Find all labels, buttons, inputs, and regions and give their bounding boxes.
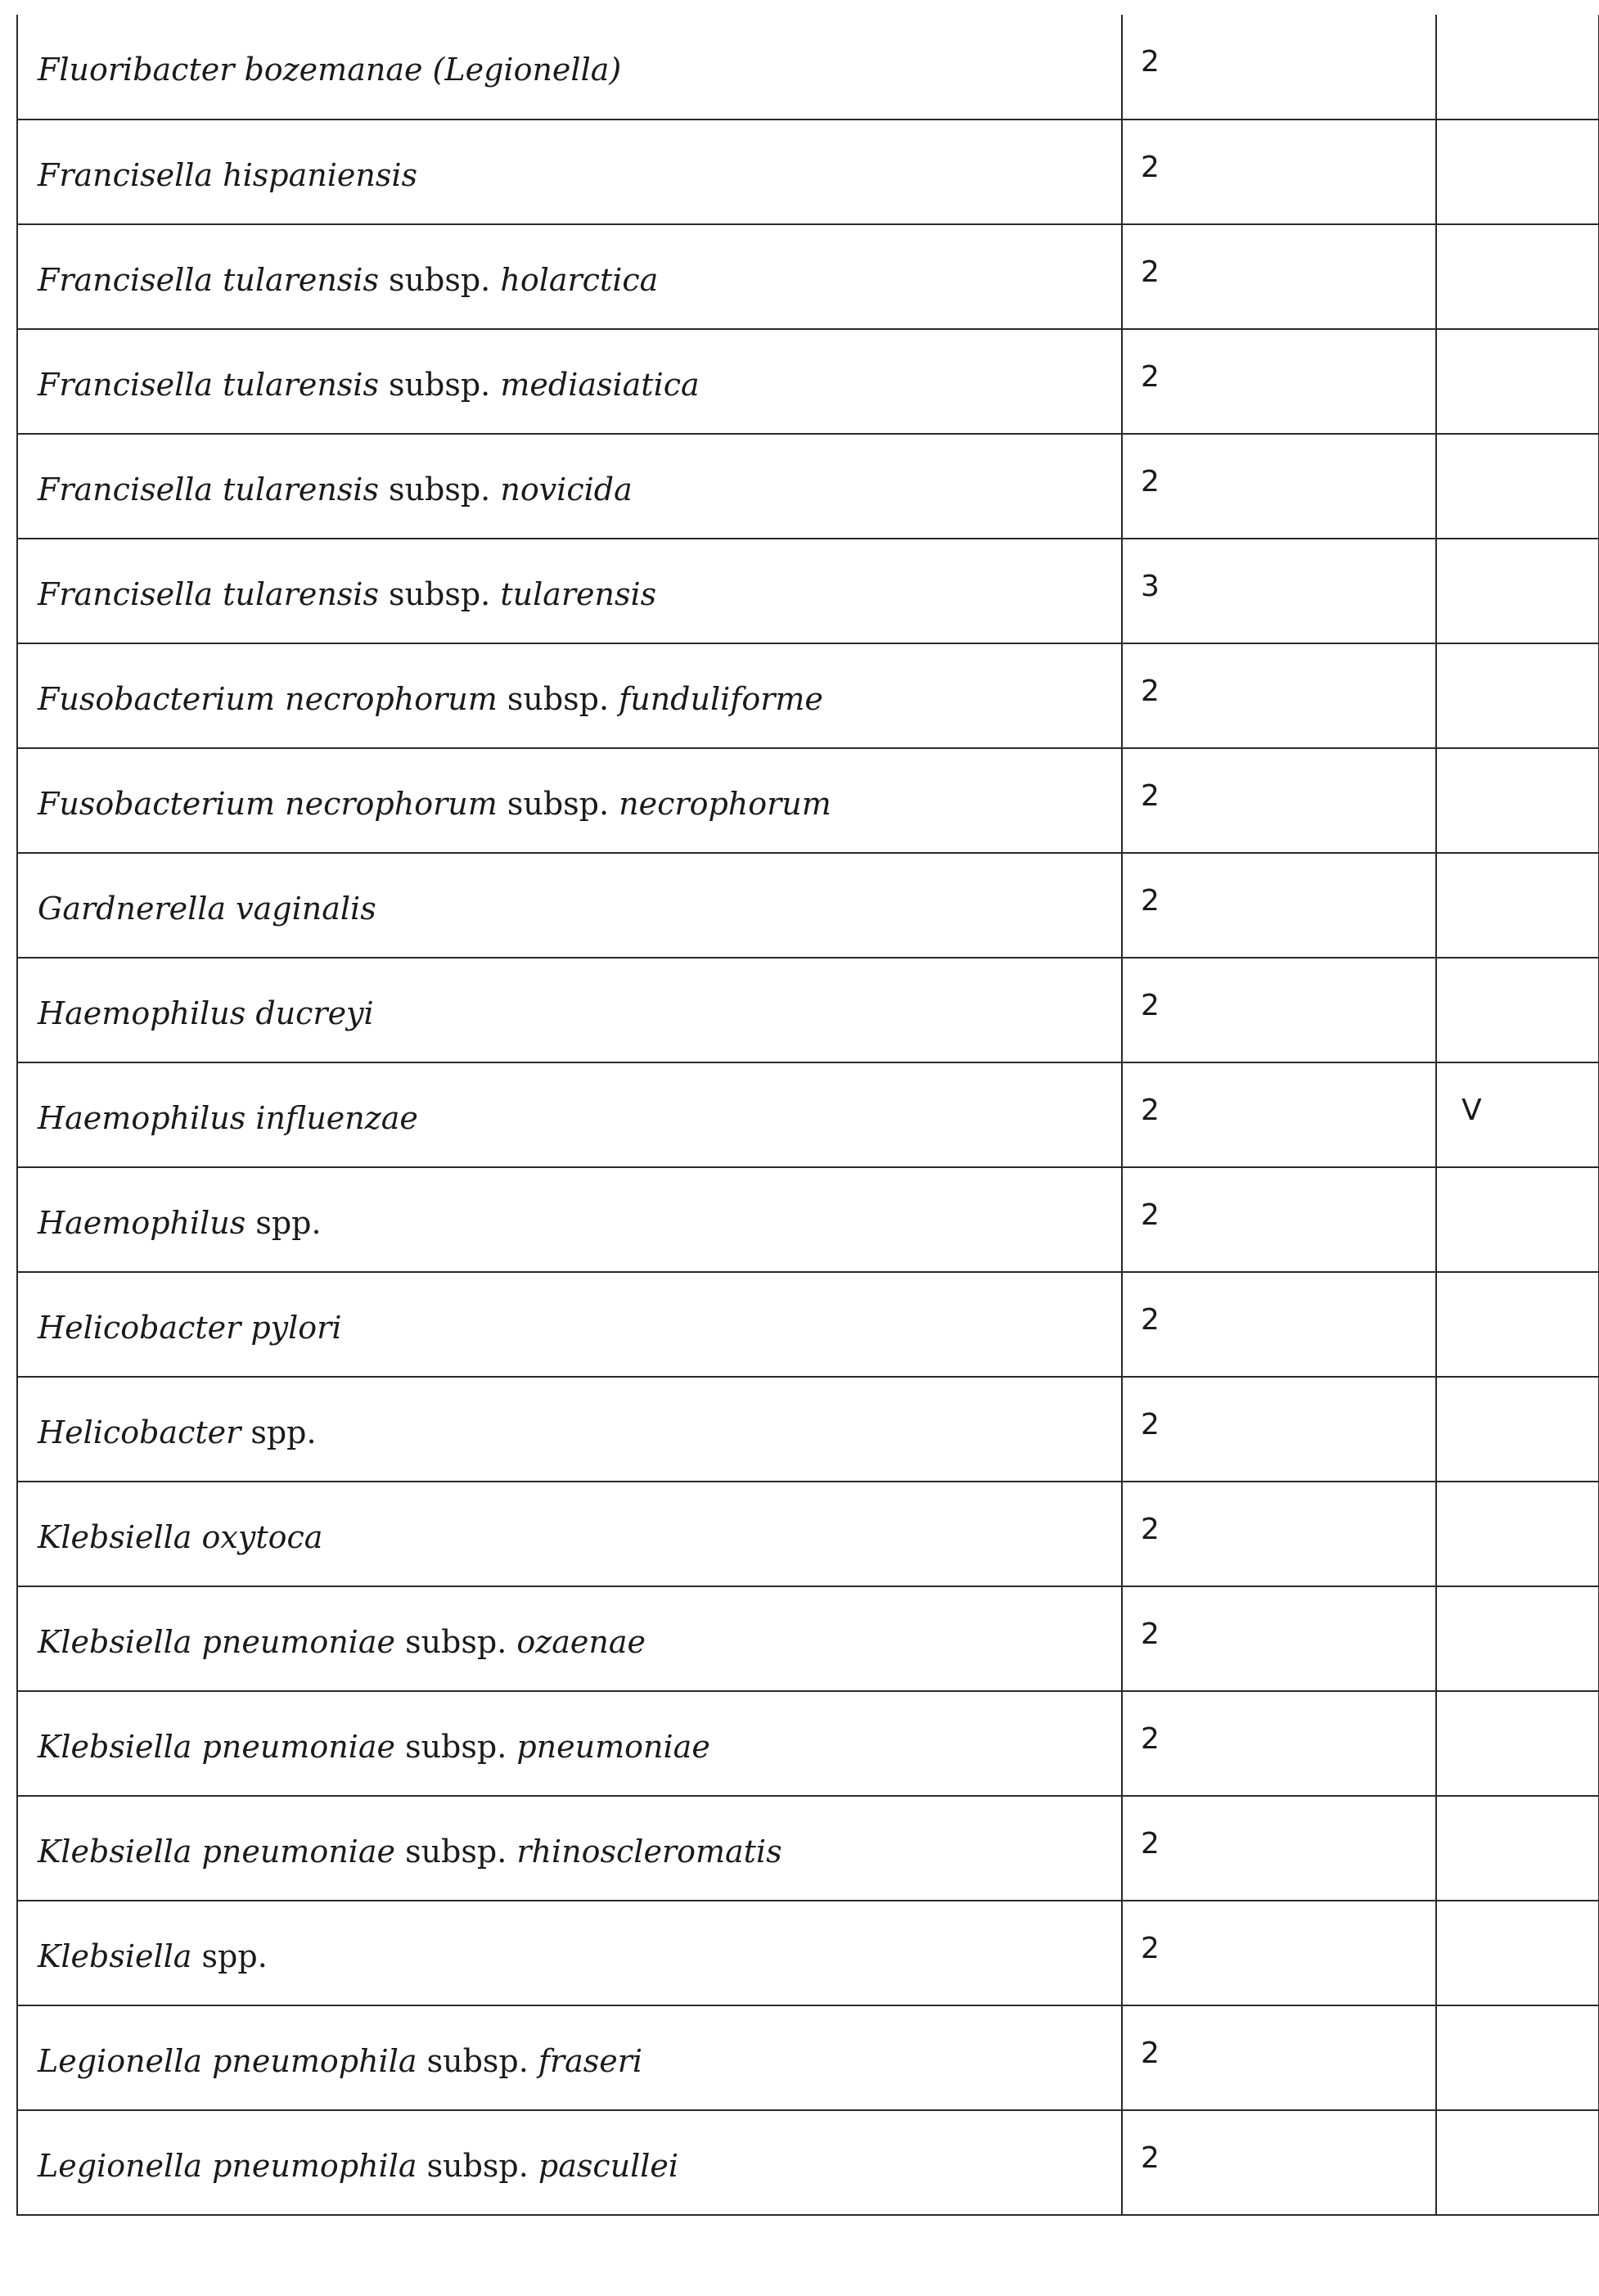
organism-name-italic: Klebsiella pneumoniae bbox=[38, 1834, 395, 1870]
note-cell bbox=[1436, 1272, 1599, 1377]
risk-group-cell: 2 bbox=[1122, 1272, 1436, 1377]
organism-name-italic: Klebsiella pneumoniae bbox=[38, 1729, 395, 1765]
organism-name-italic: pascullei bbox=[538, 2148, 679, 2184]
organism-name-qualifier: subsp. bbox=[417, 2043, 538, 2079]
organism-name-qualifier: subsp. bbox=[394, 1624, 517, 1660]
note-cell bbox=[1436, 853, 1599, 958]
organism-name-qualifier: subsp. bbox=[497, 786, 619, 822]
organism-name-qualifier: subsp. bbox=[394, 1729, 517, 1765]
organism-name-cell bbox=[17, 224, 1122, 329]
organism-name-cell bbox=[17, 434, 1122, 539]
risk-group-cell: 2 bbox=[1122, 1586, 1436, 1691]
table-row bbox=[17, 1272, 1599, 1377]
organism-name-italic: Francisella hispaniensis bbox=[38, 157, 417, 193]
organism-name-italic: tularensis bbox=[500, 576, 657, 612]
risk-group-cell: 2 bbox=[1122, 1691, 1436, 1796]
risk-group-cell: 2 bbox=[1122, 2110, 1436, 2215]
table-row bbox=[17, 329, 1599, 434]
organism-name-cell bbox=[17, 1167, 1122, 1272]
risk-group-cell: 2 bbox=[1122, 643, 1436, 748]
risk-group-cell: 2 bbox=[1122, 1796, 1436, 1901]
table-row bbox=[17, 120, 1599, 224]
note-cell bbox=[1436, 329, 1599, 434]
organism-name-cell bbox=[17, 1796, 1122, 1901]
organism-name-italic: Klebsiella oxytoca bbox=[38, 1519, 323, 1555]
table-row bbox=[17, 958, 1599, 1062]
note-cell bbox=[1436, 2005, 1599, 2110]
organism-name-italic: Klebsiella bbox=[38, 1938, 192, 1974]
organism-name-italic: Fusobacterium necrophorum bbox=[38, 681, 498, 717]
organism-name-cell bbox=[17, 1062, 1122, 1167]
organism-name-cell bbox=[17, 2005, 1122, 2110]
organism-name-italic: rhinoscleromatis bbox=[516, 1834, 782, 1870]
table-row bbox=[17, 1901, 1599, 2005]
table-row bbox=[17, 643, 1599, 748]
note-cell bbox=[1436, 1901, 1599, 2005]
organism-name-italic: mediasiatica bbox=[500, 367, 700, 403]
table-row bbox=[17, 2110, 1599, 2215]
organism-name-italic: holarctica bbox=[500, 262, 659, 298]
organism-name-italic: Francisella tularensis bbox=[38, 367, 379, 403]
risk-group-cell: 2 bbox=[1122, 1482, 1436, 1586]
organism-name-qualifier: subsp. bbox=[394, 1834, 517, 1870]
organism-name-cell bbox=[17, 1377, 1122, 1482]
organism-name-italic: Haemophilus ducreyi bbox=[38, 995, 374, 1031]
organism-name-italic: Fusobacterium necrophorum bbox=[38, 786, 498, 822]
organism-name-qualifier: subsp. bbox=[378, 262, 501, 298]
table-row bbox=[17, 1586, 1599, 1691]
risk-group-cell: 2 bbox=[1122, 329, 1436, 434]
organism-classification-table bbox=[16, 15, 1599, 2216]
organism-name-cell bbox=[17, 329, 1122, 434]
risk-group-cell: 2 bbox=[1122, 224, 1436, 329]
table-row bbox=[17, 853, 1599, 958]
risk-group-cell: 2 bbox=[1122, 15, 1436, 120]
table-row bbox=[17, 748, 1599, 853]
risk-group-cell: 3 bbox=[1122, 539, 1436, 643]
risk-group-cell: 2 bbox=[1122, 1901, 1436, 2005]
note-cell bbox=[1436, 748, 1599, 853]
organism-name-cell bbox=[17, 539, 1122, 643]
organism-name-cell bbox=[17, 748, 1122, 853]
organism-name-italic: Legionella pneumophila bbox=[38, 2043, 417, 2079]
note-cell bbox=[1436, 2110, 1599, 2215]
organism-name-cell bbox=[17, 1482, 1122, 1586]
table-row bbox=[17, 1167, 1599, 1272]
organism-name-qualifier: subsp. bbox=[378, 471, 501, 507]
organism-name-cell bbox=[17, 1691, 1122, 1796]
organism-name-italic: Francisella tularensis bbox=[38, 576, 379, 612]
organism-name-italic: Legionella pneumophila bbox=[38, 2148, 417, 2184]
organism-name-cell bbox=[17, 1272, 1122, 1377]
organism-name-cell bbox=[17, 15, 1122, 120]
note-cell bbox=[1436, 1586, 1599, 1691]
note-cell bbox=[1436, 1482, 1599, 1586]
organism-name-italic: Haemophilus bbox=[38, 1205, 246, 1241]
organism-name-qualifier: subsp. bbox=[417, 2148, 538, 2184]
organism-name-italic: funduliforme bbox=[619, 681, 823, 717]
organism-name-cell bbox=[17, 853, 1122, 958]
table-row bbox=[17, 224, 1599, 329]
organism-name-italic: necrophorum bbox=[619, 786, 831, 822]
table-row bbox=[17, 15, 1599, 120]
organism-name-italic: pneumoniae bbox=[516, 1729, 710, 1765]
note-cell bbox=[1436, 15, 1599, 120]
note-cell bbox=[1436, 1691, 1599, 1796]
note-cell bbox=[1436, 1377, 1599, 1482]
organism-name-italic: Klebsiella pneumoniae bbox=[38, 1624, 395, 1660]
organism-name-italic: Fluoribacter bozemanae (Legionella) bbox=[38, 52, 622, 88]
organism-name-qualifier: spp. bbox=[245, 1205, 322, 1241]
organism-name-qualifier: subsp. bbox=[378, 367, 501, 403]
table-row bbox=[17, 2005, 1599, 2110]
risk-group-cell: 2 bbox=[1122, 853, 1436, 958]
risk-group-cell: 2 bbox=[1122, 1062, 1436, 1167]
note-cell bbox=[1436, 224, 1599, 329]
risk-group-cell: 2 bbox=[1122, 958, 1436, 1062]
organism-name-cell bbox=[17, 2110, 1122, 2215]
organism-name-cell bbox=[17, 958, 1122, 1062]
organism-name-italic: Helicobacter pylori bbox=[38, 1310, 342, 1346]
organism-name-italic: Haemophilus influenzae bbox=[38, 1100, 418, 1136]
note-cell bbox=[1436, 434, 1599, 539]
note-cell bbox=[1436, 643, 1599, 748]
note-cell bbox=[1436, 1167, 1599, 1272]
table-body bbox=[17, 15, 1599, 2215]
organism-name-italic: Gardnerella vaginalis bbox=[38, 891, 376, 927]
table-row bbox=[17, 1377, 1599, 1482]
table-row bbox=[17, 1482, 1599, 1586]
organism-name-italic: ozaenae bbox=[516, 1624, 646, 1660]
organism-name-qualifier: spp. bbox=[241, 1414, 317, 1450]
table-row bbox=[17, 1062, 1599, 1167]
organism-name-italic: Francisella tularensis bbox=[38, 262, 379, 298]
risk-group-cell: 2 bbox=[1122, 434, 1436, 539]
organism-name-cell bbox=[17, 1586, 1122, 1691]
organism-name-italic: Helicobacter bbox=[38, 1414, 241, 1450]
table-row bbox=[17, 1796, 1599, 1901]
organism-name-italic: fraseri bbox=[538, 2043, 643, 2079]
table-row bbox=[17, 434, 1599, 539]
note-cell bbox=[1436, 958, 1599, 1062]
note-cell: V bbox=[1436, 1062, 1599, 1167]
organism-name-cell bbox=[17, 120, 1122, 224]
risk-group-cell: 2 bbox=[1122, 1167, 1436, 1272]
organism-name-italic: novicida bbox=[500, 471, 633, 507]
note-cell bbox=[1436, 120, 1599, 224]
risk-group-cell: 2 bbox=[1122, 2005, 1436, 2110]
organism-name-qualifier: subsp. bbox=[378, 576, 501, 612]
organism-name-cell bbox=[17, 643, 1122, 748]
organism-name-cell bbox=[17, 1901, 1122, 2005]
note-cell bbox=[1436, 539, 1599, 643]
table-row bbox=[17, 539, 1599, 643]
organism-name-qualifier: subsp. bbox=[497, 681, 619, 717]
risk-group-cell: 2 bbox=[1122, 1377, 1436, 1482]
organism-name-qualifier: spp. bbox=[191, 1938, 268, 1974]
organism-name-italic: Francisella tularensis bbox=[38, 471, 379, 507]
table-row bbox=[17, 1691, 1599, 1796]
note-cell bbox=[1436, 1796, 1599, 1901]
risk-group-cell: 2 bbox=[1122, 120, 1436, 224]
risk-group-cell: 2 bbox=[1122, 748, 1436, 853]
